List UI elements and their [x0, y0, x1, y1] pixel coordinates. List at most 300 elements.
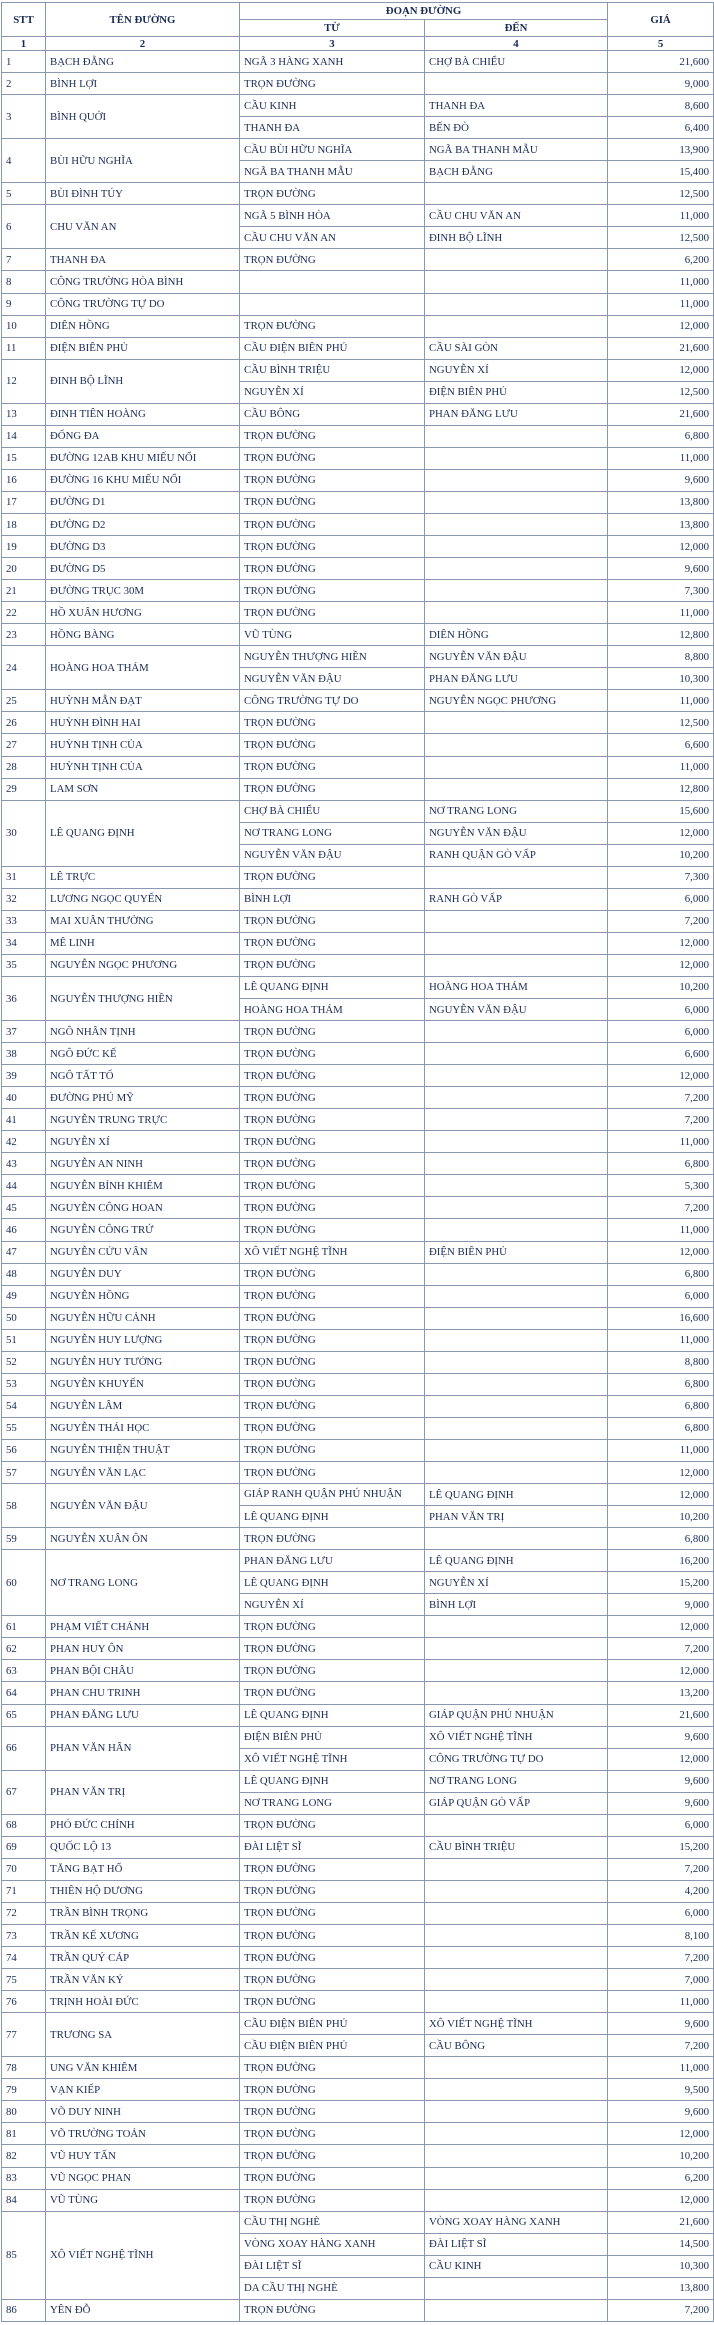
row-from: TRỌN ĐƯỜNG	[240, 513, 425, 535]
row-street-name: NGUYỄN DUY	[46, 1263, 240, 1285]
row-from: TRỌN ĐƯỜNG	[240, 315, 425, 337]
row-stt: 24	[2, 646, 46, 690]
row-price: 14,500	[608, 2233, 714, 2255]
row-street-name: NGUYỄN HUY LƯỢNG	[46, 1329, 240, 1351]
row-stt: 72	[2, 1902, 46, 1924]
row-from: TRỌN ĐƯỜNG	[240, 536, 425, 558]
row-to	[425, 1682, 608, 1704]
row-from: TRỌN ĐƯỜNG	[240, 1043, 425, 1065]
row-from: ĐÀI LIỆT SĨ	[240, 2255, 425, 2277]
row-price: 16,600	[608, 1307, 714, 1329]
row-from: TRỌN ĐƯỜNG	[240, 1638, 425, 1660]
row-stt: 41	[2, 1109, 46, 1131]
row-price: 7,200	[608, 2035, 714, 2057]
row-stt: 75	[2, 1969, 46, 1991]
row-stt: 6	[2, 205, 46, 249]
row-from: TRỌN ĐƯỜNG	[240, 1263, 425, 1285]
row-street-name: NGUYỄN HỒNG	[46, 1285, 240, 1307]
row-street-name: VŨ TÙNG	[46, 2189, 240, 2211]
row-to: ĐIỆN BIÊN PHỦ	[425, 1241, 608, 1263]
price-table-container	[1, 2, 713, 2322]
row-street-name: PHAN HUY ÔN	[46, 1638, 240, 1660]
row-to: LÊ QUANG ĐỊNH	[425, 1550, 608, 1572]
table-row	[2, 1924, 714, 1946]
row-to: ĐÀI LIỆT SĨ	[425, 2233, 608, 2255]
row-from: VŨ TÙNG	[240, 624, 425, 646]
row-street-name: MÊ LINH	[46, 932, 240, 954]
row-from: TRỌN ĐƯỜNG	[240, 1373, 425, 1395]
row-stt: 32	[2, 888, 46, 910]
table-row	[2, 624, 714, 646]
row-to: ĐIỆN BIÊN PHỦ	[425, 381, 608, 403]
row-street-name: HỒ XUÂN HƯƠNG	[46, 602, 240, 624]
row-stt: 19	[2, 536, 46, 558]
row-to	[425, 558, 608, 580]
table-row	[2, 1770, 714, 1792]
row-from: TRỌN ĐƯỜNG	[240, 1991, 425, 2013]
table-row	[2, 1087, 714, 1109]
row-price: 4,200	[608, 1880, 714, 1902]
row-street-name: TĂNG BẠT HỔ	[46, 1858, 240, 1880]
row-price: 11,000	[608, 1131, 714, 1153]
row-to: THANH ĐA	[425, 95, 608, 117]
row-from: TRỌN ĐƯỜNG	[240, 910, 425, 932]
row-to	[425, 271, 608, 293]
row-price: 21,600	[608, 1704, 714, 1726]
row-price: 9,000	[608, 1594, 714, 1616]
table-row	[2, 1660, 714, 1682]
table-row	[2, 756, 714, 778]
row-price: 7,300	[608, 866, 714, 888]
row-to: CẦU CHU VĂN AN	[425, 205, 608, 227]
row-stt: 38	[2, 1043, 46, 1065]
header-stt: STT	[2, 3, 46, 37]
row-stt: 64	[2, 1682, 46, 1704]
row-to	[425, 2299, 608, 2321]
row-from: TRỌN ĐƯỜNG	[240, 1462, 425, 1484]
row-to	[425, 778, 608, 800]
row-to: LÊ QUANG ĐỊNH	[425, 1484, 608, 1506]
row-stt: 55	[2, 1417, 46, 1439]
row-street-name: BÌNH LỢI	[46, 73, 240, 95]
row-price: 6,000	[608, 888, 714, 910]
row-to: GIÁP QUẬN PHÚ NHUẬN	[425, 1704, 608, 1726]
table-row	[2, 1528, 714, 1550]
table-row	[2, 866, 714, 888]
row-street-name: ĐƯỜNG D2	[46, 513, 240, 535]
row-to	[425, 1924, 608, 1946]
row-to: DIÊN HỒNG	[425, 624, 608, 646]
row-stt: 33	[2, 910, 46, 932]
row-to: NƠ TRANG LONG	[425, 1770, 608, 1792]
table-row	[2, 1043, 714, 1065]
row-stt: 65	[2, 1704, 46, 1726]
row-price: 11,000	[608, 690, 714, 712]
row-price: 12,800	[608, 778, 714, 800]
row-price: 7,300	[608, 580, 714, 602]
row-price: 9,600	[608, 1770, 714, 1792]
row-street-name: NGUYỄN TRUNG TRỰC	[46, 1109, 240, 1131]
row-from: CẦU KINH	[240, 95, 425, 117]
row-stt: 56	[2, 1439, 46, 1461]
row-price: 6,200	[608, 2167, 714, 2189]
row-to	[425, 1814, 608, 1836]
row-to: PHAN ĐĂNG LƯU	[425, 403, 608, 425]
row-stt: 25	[2, 690, 46, 712]
row-from: TRỌN ĐƯỜNG	[240, 1329, 425, 1351]
row-street-name: VÕ DUY NINH	[46, 2101, 240, 2123]
row-street-name: YÊN ĐỖ	[46, 2299, 240, 2321]
row-street-name: NGUYỄN THÁI HỌC	[46, 1417, 240, 1439]
row-street-name: TRẦN VĂN KỶ	[46, 1969, 240, 1991]
row-street-name: NGUYỄN LÂM	[46, 1395, 240, 1417]
row-to	[425, 1307, 608, 1329]
row-to	[425, 1969, 608, 1991]
row-to	[425, 469, 608, 491]
row-from: TRỌN ĐƯỜNG	[240, 469, 425, 491]
row-from: TRỌN ĐƯỜNG	[240, 2167, 425, 2189]
row-stt: 7	[2, 249, 46, 271]
row-to	[425, 2167, 608, 2189]
row-from: NGÃ 5 BÌNH HÒA	[240, 205, 425, 227]
row-to	[425, 1947, 608, 1969]
table-row	[2, 469, 714, 491]
row-to	[425, 2189, 608, 2211]
row-street-name: PHÓ ĐỨC CHÍNH	[46, 1814, 240, 1836]
row-stt: 17	[2, 491, 46, 513]
row-price: 10,200	[608, 2145, 714, 2167]
row-from: CẦU CHU VĂN AN	[240, 227, 425, 249]
row-to	[425, 1439, 608, 1461]
row-price: 21,600	[608, 403, 714, 425]
row-stt: 3	[2, 95, 46, 139]
row-from: TRỌN ĐƯỜNG	[240, 1153, 425, 1175]
row-from: LÊ QUANG ĐỊNH	[240, 976, 425, 998]
column-number-2: 2	[46, 37, 240, 51]
row-from: TRỌN ĐƯỜNG	[240, 866, 425, 888]
row-from: TRỌN ĐƯỜNG	[240, 1285, 425, 1307]
row-stt: 16	[2, 469, 46, 491]
table-row	[2, 2145, 714, 2167]
row-to	[425, 315, 608, 337]
row-price: 7,000	[608, 1969, 714, 1991]
table-row	[2, 1836, 714, 1858]
row-street-name: ĐƯỜNG D1	[46, 491, 240, 513]
row-price: 15,600	[608, 800, 714, 822]
table-row	[2, 2189, 714, 2211]
row-to: BẠCH ĐẰNG	[425, 161, 608, 183]
row-price: 10,300	[608, 2255, 714, 2277]
row-stt: 79	[2, 2079, 46, 2101]
table-row	[2, 976, 714, 998]
row-to	[425, 1043, 608, 1065]
row-street-name: VŨ HUY TẤN	[46, 2145, 240, 2167]
row-stt: 28	[2, 756, 46, 778]
row-stt: 35	[2, 954, 46, 976]
row-street-name: TRẦN QUÝ CÁP	[46, 1947, 240, 1969]
row-street-name: UNG VĂN KHIÊM	[46, 2057, 240, 2079]
row-to: RANH QUẬN GÒ VẤP	[425, 844, 608, 866]
row-price: 6,800	[608, 1528, 714, 1550]
row-price: 12,500	[608, 227, 714, 249]
row-price: 7,200	[608, 1638, 714, 1660]
table-row	[2, 337, 714, 359]
row-from: ĐÀI LIỆT SĨ	[240, 1836, 425, 1858]
table-row	[2, 646, 714, 668]
row-price: 13,200	[608, 1682, 714, 1704]
row-from: TRỌN ĐƯỜNG	[240, 1417, 425, 1439]
row-street-name: DIÊN HỒNG	[46, 315, 240, 337]
row-stt: 26	[2, 712, 46, 734]
row-price: 6,800	[608, 1395, 714, 1417]
row-price: 8,800	[608, 1351, 714, 1373]
row-street-name: HOÀNG HOA THÁM	[46, 646, 240, 690]
row-from: DA CẦU THỊ NGHÈ	[240, 2277, 425, 2299]
row-stt: 37	[2, 1021, 46, 1043]
row-from: NƠ TRANG LONG	[240, 822, 425, 844]
row-stt: 8	[2, 271, 46, 293]
row-from: ĐIỆN BIÊN PHỦ	[240, 1726, 425, 1748]
row-to: CHỢ BÀ CHIỂU	[425, 51, 608, 73]
row-price: 11,000	[608, 1329, 714, 1351]
row-to: BẾN ĐÒ	[425, 117, 608, 139]
row-street-name: ĐINH TIÊN HOÀNG	[46, 403, 240, 425]
row-street-name: PHAN VĂN HÂN	[46, 1726, 240, 1770]
row-stt: 13	[2, 403, 46, 425]
table-row	[2, 1439, 714, 1461]
row-from: NGUYỄN VĂN ĐẬU	[240, 668, 425, 690]
row-street-name: BÌNH QUỚI	[46, 95, 240, 139]
row-price: 6,000	[608, 999, 714, 1021]
row-to: PHAN ĐĂNG LƯU	[425, 668, 608, 690]
row-stt: 85	[2, 2211, 46, 2299]
row-from: VÒNG XOAY HÀNG XANH	[240, 2233, 425, 2255]
row-stt: 27	[2, 734, 46, 756]
row-price: 21,600	[608, 337, 714, 359]
table-row	[2, 1947, 714, 1969]
row-stt: 74	[2, 1947, 46, 1969]
row-price: 13,800	[608, 513, 714, 535]
row-from: CHỢ BÀ CHIỂU	[240, 800, 425, 822]
table-row	[2, 1462, 714, 1484]
table-row	[2, 491, 714, 513]
row-to: ĐINH BỘ LĨNH	[425, 227, 608, 249]
header-to: ĐẾN	[425, 20, 608, 37]
row-from: TRỌN ĐƯỜNG	[240, 2101, 425, 2123]
row-price: 12,000	[608, 1660, 714, 1682]
row-stt: 46	[2, 1219, 46, 1241]
row-street-name: THANH ĐA	[46, 249, 240, 271]
row-to: NGUYỄN NGỌC PHƯƠNG	[425, 690, 608, 712]
row-street-name: PHẠM VIẾT CHÁNH	[46, 1616, 240, 1638]
table-row	[2, 1175, 714, 1197]
row-price: 15,400	[608, 161, 714, 183]
row-from: CẦU BÔNG	[240, 403, 425, 425]
row-to	[425, 2277, 608, 2299]
row-stt: 61	[2, 1616, 46, 1638]
row-street-name: BÙI ĐÌNH TÚY	[46, 183, 240, 205]
row-price: 9,600	[608, 2013, 714, 2035]
row-street-name: PHAN CHU TRINH	[46, 1682, 240, 1704]
row-to	[425, 293, 608, 315]
row-to	[425, 1285, 608, 1307]
row-street-name: CÔNG TRƯỜNG HÒA BÌNH	[46, 271, 240, 293]
table-row	[2, 910, 714, 932]
row-from: TRỌN ĐƯỜNG	[240, 756, 425, 778]
row-price: 6,800	[608, 425, 714, 447]
row-price: 9,600	[608, 1726, 714, 1748]
row-from: TRỌN ĐƯỜNG	[240, 1682, 425, 1704]
table-row	[2, 1131, 714, 1153]
row-from: CẦU THỊ NGHÈ	[240, 2211, 425, 2233]
table-row	[2, 1550, 714, 1572]
row-price: 15,200	[608, 1572, 714, 1594]
row-street-name: TRẦN BÌNH TRỌNG	[46, 1902, 240, 1924]
table-row	[2, 447, 714, 469]
row-to	[425, 1638, 608, 1660]
row-price: 11,000	[608, 1991, 714, 2013]
row-price: 9,500	[608, 2079, 714, 2101]
table-row	[2, 73, 714, 95]
row-from: TRỌN ĐƯỜNG	[240, 1924, 425, 1946]
table-row	[2, 1285, 714, 1307]
table-row	[2, 2079, 714, 2101]
row-stt: 9	[2, 293, 46, 315]
row-from: NGUYỄN THƯỢNG HIỀN	[240, 646, 425, 668]
row-from: TRỌN ĐƯỜNG	[240, 1307, 425, 1329]
table-row	[2, 315, 714, 337]
row-street-name: LÊ QUANG ĐỊNH	[46, 800, 240, 866]
row-to: XÔ VIẾT NGHỆ TĨNH	[425, 1726, 608, 1748]
row-stt: 63	[2, 1660, 46, 1682]
row-street-name: MAI XUÂN THƯỞNG	[46, 910, 240, 932]
row-from: TRỌN ĐƯỜNG	[240, 734, 425, 756]
row-from: LÊ QUANG ĐỊNH	[240, 1704, 425, 1726]
row-street-name: HUỲNH TỊNH CỦA	[46, 734, 240, 756]
row-to	[425, 580, 608, 602]
row-to	[425, 1175, 608, 1197]
table-row	[2, 249, 714, 271]
row-stt: 20	[2, 558, 46, 580]
table-row	[2, 1197, 714, 1219]
row-from: TRỌN ĐƯỜNG	[240, 2299, 425, 2321]
row-from: TRỌN ĐƯỜNG	[240, 1219, 425, 1241]
row-from: TRỌN ĐƯỜNG	[240, 1969, 425, 1991]
table-body	[2, 51, 714, 2322]
row-from: TRỌN ĐƯỜNG	[240, 2123, 425, 2145]
table-row	[2, 205, 714, 227]
row-street-name: NGUYỄN CÔNG TRỨ	[46, 1219, 240, 1241]
row-stt: 42	[2, 1131, 46, 1153]
row-from: TRỌN ĐƯỜNG	[240, 954, 425, 976]
row-to: NGUYỄN VĂN ĐẬU	[425, 999, 608, 1021]
row-price: 11,000	[608, 447, 714, 469]
row-from: CÔNG TRƯỜNG TỰ DO	[240, 690, 425, 712]
table-row	[2, 1814, 714, 1836]
row-stt: 43	[2, 1153, 46, 1175]
row-price: 12,000	[608, 1065, 714, 1087]
row-to: CÔNG TRƯỜNG TỰ DO	[425, 1748, 608, 1770]
row-to: NGUYỄN VĂN ĐẬU	[425, 646, 608, 668]
row-street-name: NGUYỄN HUY TƯỞNG	[46, 1351, 240, 1373]
row-stt: 47	[2, 1241, 46, 1263]
row-to	[425, 712, 608, 734]
row-street-name: XÔ VIẾT NGHỆ TĨNH	[46, 2211, 240, 2299]
row-price: 6,000	[608, 1021, 714, 1043]
row-street-name: NƠ TRANG LONG	[46, 1550, 240, 1616]
row-price: 12,000	[608, 1616, 714, 1638]
row-stt: 78	[2, 2057, 46, 2079]
row-from: TRỌN ĐƯỜNG	[240, 1814, 425, 1836]
row-stt: 54	[2, 1395, 46, 1417]
row-from: TRỌN ĐƯỜNG	[240, 2189, 425, 2211]
row-to	[425, 425, 608, 447]
row-stt: 66	[2, 1726, 46, 1770]
row-to: NƠ TRANG LONG	[425, 800, 608, 822]
table-row	[2, 954, 714, 976]
row-from: TRỌN ĐƯỜNG	[240, 447, 425, 469]
row-price: 11,000	[608, 293, 714, 315]
row-price: 16,200	[608, 1550, 714, 1572]
row-stt: 30	[2, 800, 46, 866]
row-stt: 45	[2, 1197, 46, 1219]
header-price: GIÁ	[608, 3, 714, 37]
table-row	[2, 51, 714, 73]
row-street-name: NGUYỄN THƯỢNG HIỀN	[46, 976, 240, 1020]
row-stt: 69	[2, 1836, 46, 1858]
row-from: TRỌN ĐƯỜNG	[240, 73, 425, 95]
row-price: 12,000	[608, 359, 714, 381]
row-from: THANH ĐA	[240, 117, 425, 139]
row-stt: 71	[2, 1880, 46, 1902]
row-from: TRỌN ĐƯỜNG	[240, 491, 425, 513]
row-from: LÊ QUANG ĐỊNH	[240, 1572, 425, 1594]
row-price: 21,600	[608, 2211, 714, 2233]
table-row	[2, 1880, 714, 1902]
column-number-3: 3	[240, 37, 425, 51]
row-price: 11,000	[608, 205, 714, 227]
row-street-name: ĐƯỜNG 16 KHU MIẾU NỔI	[46, 469, 240, 491]
row-price: 11,000	[608, 1439, 714, 1461]
table-row	[2, 1109, 714, 1131]
table-row	[2, 1351, 714, 1373]
table-row	[2, 536, 714, 558]
table-row	[2, 1484, 714, 1506]
row-price: 6,000	[608, 1285, 714, 1307]
row-street-name: NGÔ ĐỨC KẾ	[46, 1043, 240, 1065]
row-from: TRỌN ĐƯỜNG	[240, 932, 425, 954]
row-to	[425, 1528, 608, 1550]
row-stt: 23	[2, 624, 46, 646]
row-stt: 53	[2, 1373, 46, 1395]
header-street-name: TÊN ĐƯỜNG	[46, 3, 240, 37]
table-row	[2, 95, 714, 117]
row-price: 12,000	[608, 1748, 714, 1770]
row-from	[240, 293, 425, 315]
row-stt: 34	[2, 932, 46, 954]
row-stt: 62	[2, 1638, 46, 1660]
row-to	[425, 1065, 608, 1087]
row-price: 9,600	[608, 1792, 714, 1814]
row-stt: 57	[2, 1462, 46, 1484]
row-stt: 15	[2, 447, 46, 469]
row-to	[425, 2101, 608, 2123]
row-street-name: NGUYỄN THIỆN THUẬT	[46, 1439, 240, 1461]
row-to: HOÀNG HOA THÁM	[425, 976, 608, 998]
row-to	[425, 1991, 608, 2013]
header-from: TỪ	[240, 20, 425, 37]
table-row	[2, 1969, 714, 1991]
